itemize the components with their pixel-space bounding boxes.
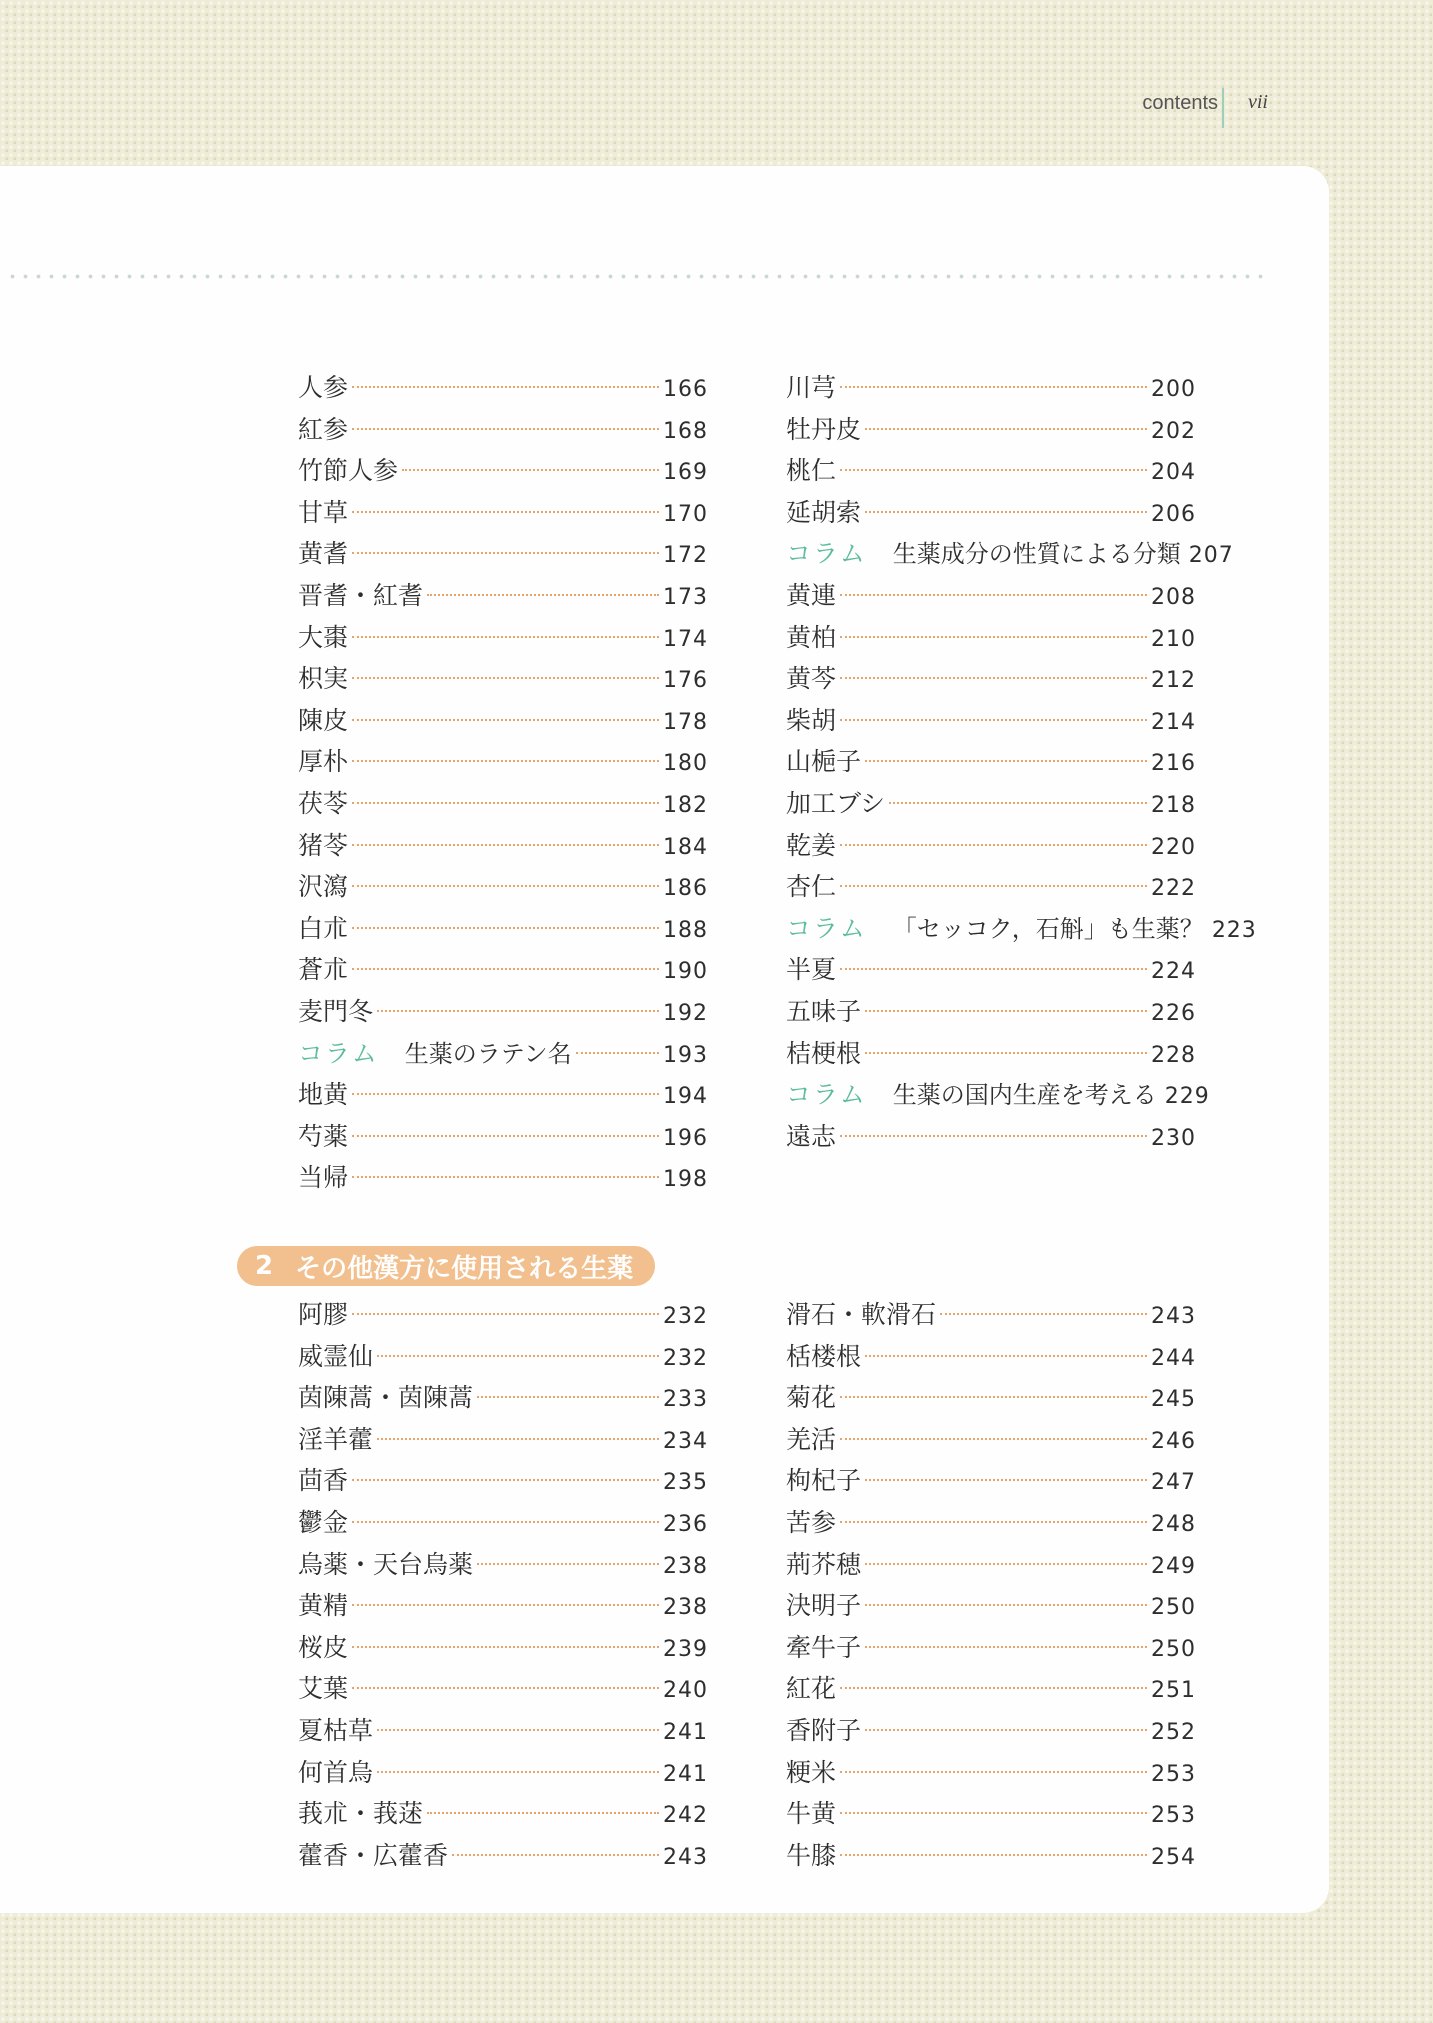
toc-entry[interactable] <box>298 1835 708 1877</box>
entry-page-number: 236 <box>663 1511 708 1537</box>
toc-section2-right-column <box>786 1294 1196 1876</box>
toc-entry[interactable] <box>786 1710 1196 1752</box>
entry-title: 杏仁 <box>786 872 837 902</box>
toc-entry[interactable] <box>298 533 708 575</box>
dot-leader <box>840 885 1147 887</box>
toc-entry[interactable] <box>298 1074 708 1116</box>
toc-entry[interactable] <box>298 741 708 783</box>
toc-entry[interactable] <box>786 1033 1196 1075</box>
toc-entry[interactable] <box>298 700 708 742</box>
toc-entry[interactable] <box>298 1460 708 1502</box>
dot-leader <box>840 1687 1147 1689</box>
dot-leader <box>352 677 659 679</box>
toc-entry[interactable] <box>298 1116 708 1158</box>
toc-entry[interactable] <box>786 1793 1196 1835</box>
page-number: vii <box>1248 91 1268 113</box>
toc-entry[interactable] <box>786 575 1196 617</box>
entry-page-number: 251 <box>1151 1678 1196 1704</box>
entry-title: 大棗 <box>298 622 349 652</box>
entry-title: 猪苓 <box>298 830 349 860</box>
entry-page-number: 238 <box>663 1595 708 1621</box>
dot-leader <box>477 1396 659 1398</box>
entry-title: 柴胡 <box>786 705 837 735</box>
toc-entry[interactable] <box>298 908 708 950</box>
entry-page-number: 170 <box>663 501 708 527</box>
entry-page-number: 188 <box>663 917 708 943</box>
entry-page-number: 243 <box>663 1844 708 1870</box>
dot-leader <box>840 386 1147 388</box>
entry-page-number: 214 <box>1151 709 1196 735</box>
entry-title: 地黄 <box>298 1080 349 1110</box>
entry-title: 山梔子 <box>786 747 862 777</box>
entry-page-number: 250 <box>1151 1595 1196 1621</box>
toc-entry[interactable] <box>786 700 1196 742</box>
entry-page-number: 244 <box>1151 1345 1196 1371</box>
dot-leader <box>352 1646 659 1648</box>
entry-page-number: 202 <box>1151 418 1196 444</box>
entry-title: 当帰 <box>298 1163 349 1193</box>
toc-entry[interactable] <box>786 450 1196 492</box>
entry-title: 栝楼根 <box>786 1341 862 1371</box>
entry-page-number: 249 <box>1151 1553 1196 1579</box>
entry-page-number: 234 <box>663 1428 708 1454</box>
dot-leader <box>352 719 659 721</box>
dot-leader <box>840 1812 1147 1814</box>
entry-page-number: 254 <box>1151 1844 1196 1870</box>
toc-entry[interactable] <box>786 1336 1196 1378</box>
dot-leader <box>865 1479 1147 1481</box>
toc-entry[interactable] <box>298 617 708 659</box>
entry-page-number: 200 <box>1151 377 1196 402</box>
toc-entry[interactable] <box>786 1377 1196 1419</box>
entry-page-number: 184 <box>663 834 708 860</box>
dot-leader <box>840 1438 1147 1440</box>
toc-entry[interactable] <box>298 1377 708 1419</box>
toc-entry[interactable] <box>298 1668 708 1710</box>
entry-page-number: 174 <box>663 626 708 652</box>
entry-title: 粳米 <box>786 1757 837 1787</box>
entry-page-number: 220 <box>1151 834 1196 860</box>
toc-entry[interactable] <box>298 1336 708 1378</box>
dot-leader <box>576 1052 659 1054</box>
entry-title: 夏枯草 <box>298 1715 374 1745</box>
entry-page-number: 172 <box>663 543 708 569</box>
dot-leader <box>402 469 659 471</box>
entry-title: 蒼朮 <box>298 955 349 985</box>
entry-page-number: 240 <box>663 1678 708 1704</box>
dot-leader <box>352 428 659 430</box>
entry-title: 人参 <box>298 373 349 402</box>
dot-leader <box>352 802 659 804</box>
toc-section2-left-column <box>298 1294 708 1876</box>
entry-page-number: 246 <box>1151 1428 1196 1454</box>
toc-part1-right-column <box>786 367 1257 1157</box>
dot-leader <box>352 760 659 762</box>
entry-page-number: 248 <box>1151 1511 1196 1537</box>
toc-entry[interactable] <box>298 1793 708 1835</box>
entry-page-number: 247 <box>1151 1470 1196 1496</box>
toc-entry[interactable] <box>298 1419 708 1461</box>
toc-part1-left-column <box>298 367 708 1199</box>
toc-entry[interactable] <box>786 783 1196 825</box>
toc-column-entry[interactable] <box>786 533 1234 575</box>
entry-page-number: 242 <box>663 1803 708 1829</box>
entry-title: 鬱金 <box>298 1507 349 1537</box>
entry-title: 白朮 <box>298 913 349 943</box>
toc-entry[interactable] <box>298 825 708 867</box>
toc-entry[interactable] <box>786 492 1196 534</box>
running-head-label: contents <box>1142 92 1218 114</box>
dot-leader <box>352 1521 659 1523</box>
entry-title: 陳皮 <box>298 705 349 735</box>
entry-page-number: 224 <box>1151 959 1196 985</box>
entry-title: 茵陳蒿・茵陳蒿 <box>298 1383 474 1413</box>
dot-leader <box>840 1771 1147 1773</box>
entry-page-number: 233 <box>663 1387 708 1413</box>
entry-page-number: 206 <box>1151 501 1196 527</box>
entry-title: 麦門冬 <box>298 996 374 1026</box>
toc-entry[interactable] <box>298 1544 708 1586</box>
toc-entry[interactable] <box>786 825 1196 867</box>
entry-title: 晋耆・紅耆 <box>298 580 424 610</box>
entry-title: 烏薬・天台烏薬 <box>298 1549 474 1579</box>
dot-leader <box>865 1355 1147 1357</box>
entry-page-number: 252 <box>1151 1719 1196 1745</box>
entry-title: 苦参 <box>786 1507 837 1537</box>
entry-title: 竹節人参 <box>298 456 399 486</box>
dot-leader <box>840 469 1147 471</box>
toc-entry[interactable] <box>786 367 1196 409</box>
entry-page-number: 212 <box>1151 668 1196 694</box>
entry-page-number: 230 <box>1151 1125 1196 1151</box>
toc-entry[interactable] <box>786 1668 1196 1710</box>
toc-entry[interactable] <box>298 492 708 534</box>
entry-title: 艾葉 <box>298 1674 349 1704</box>
entry-title: 香附子 <box>786 1715 862 1745</box>
entry-title: 菊花 <box>786 1383 837 1413</box>
entry-page-number: 208 <box>1151 584 1196 610</box>
dot-leader <box>840 968 1147 970</box>
entry-title: 藿香・広藿香 <box>298 1840 449 1870</box>
dot-leader <box>452 1854 659 1856</box>
entry-page-number: 243 <box>1151 1304 1196 1329</box>
dot-leader <box>865 1010 1147 1012</box>
toc-entry[interactable] <box>298 367 708 409</box>
entry-title: 黄精 <box>298 1591 349 1621</box>
entry-page-number: 226 <box>1151 1000 1196 1026</box>
dot-leader <box>865 1604 1147 1606</box>
dot-leader <box>352 1687 659 1689</box>
dot-leader <box>377 1010 659 1012</box>
entry-title: 荊芥穂 <box>786 1549 862 1579</box>
dot-leader <box>840 594 1147 596</box>
entry-title: 川芎 <box>786 373 837 402</box>
entry-page-number: 192 <box>663 1000 708 1026</box>
dot-leader <box>352 386 659 388</box>
entry-title: 黄耆 <box>298 539 349 569</box>
entry-page-number: 166 <box>663 377 708 402</box>
section-number: 2 <box>255 1251 274 1281</box>
toc-entry[interactable] <box>786 409 1196 451</box>
entry-title: 生薬の国内生産を考える <box>892 1081 1157 1110</box>
entry-title: 桜皮 <box>298 1632 349 1662</box>
entry-page-number: 239 <box>663 1636 708 1662</box>
entry-page-number: 210 <box>1151 626 1196 652</box>
entry-title: 何首烏 <box>298 1757 374 1787</box>
entry-page-number: 180 <box>663 751 708 777</box>
dot-leader <box>352 552 659 554</box>
dot-leader <box>840 1521 1147 1523</box>
toc-entry[interactable] <box>786 1835 1196 1877</box>
dot-leader <box>352 1093 659 1095</box>
entry-page-number: 253 <box>1151 1803 1196 1829</box>
toc-entry[interactable] <box>298 949 708 991</box>
column-tag: コラム <box>298 1038 379 1068</box>
entry-title: 生薬のラテン名 <box>404 1039 572 1068</box>
dot-leader <box>840 719 1147 721</box>
entry-page-number: 228 <box>1151 1042 1196 1068</box>
toc-entry[interactable] <box>298 866 708 908</box>
column-tag: コラム <box>786 539 867 569</box>
toc-entry[interactable] <box>298 575 708 617</box>
entry-title: 淫羊藿 <box>298 1424 374 1454</box>
column-tag: コラム <box>786 1080 867 1110</box>
entry-page-number: 204 <box>1151 460 1196 486</box>
dot-leader <box>940 1313 1147 1315</box>
entry-title: 甘草 <box>298 497 349 527</box>
entry-title: 莪朮・莪蒁 <box>298 1799 424 1829</box>
dot-leader <box>840 1854 1147 1856</box>
dot-leader <box>865 1729 1147 1731</box>
dot-leader <box>865 1646 1147 1648</box>
toc-entry[interactable] <box>786 1585 1196 1627</box>
entry-title: 牛黄 <box>786 1799 837 1829</box>
toc-entry[interactable] <box>786 617 1196 659</box>
dot-leader <box>352 511 659 513</box>
entry-page-number: 223 <box>1211 917 1257 943</box>
toc-entry[interactable] <box>298 1157 708 1199</box>
toc-entry[interactable] <box>298 783 708 825</box>
entry-page-number: 178 <box>663 709 708 735</box>
toc-entry[interactable] <box>786 1419 1196 1461</box>
dot-leader <box>840 1396 1147 1398</box>
entry-page-number: 216 <box>1151 751 1196 777</box>
decorative-dotted-rule <box>6 270 1266 284</box>
entry-page-number: 218 <box>1151 792 1196 818</box>
toc-entry[interactable] <box>298 1710 708 1752</box>
entry-title: 紅花 <box>786 1674 837 1704</box>
entry-page-number: 245 <box>1151 1387 1196 1413</box>
entry-title: 滑石・軟滑石 <box>786 1300 937 1329</box>
running-head-divider <box>1222 88 1224 128</box>
dot-leader <box>352 1135 659 1137</box>
entry-title: 枸杞子 <box>786 1466 862 1496</box>
entry-page-number: 250 <box>1151 1636 1196 1662</box>
column-tag: コラム <box>786 913 867 943</box>
entry-title: 厚朴 <box>298 747 349 777</box>
toc-entry[interactable] <box>298 1752 708 1794</box>
dot-leader <box>840 677 1147 679</box>
toc-entry[interactable] <box>786 1502 1196 1544</box>
dot-leader <box>377 1729 659 1731</box>
entry-title: 茯苓 <box>298 788 349 818</box>
entry-title: 枳実 <box>298 664 349 694</box>
entry-page-number: 176 <box>663 668 708 694</box>
entry-page-number: 186 <box>663 876 708 902</box>
toc-entry[interactable] <box>298 450 708 492</box>
dot-leader <box>352 844 659 846</box>
entry-title: 五味子 <box>786 996 862 1026</box>
section-title: その他漢方に使用される生薬 <box>295 1253 634 1284</box>
entry-page-number: 207 <box>1188 543 1234 569</box>
dot-leader <box>352 885 659 887</box>
entry-title: 牡丹皮 <box>786 414 862 444</box>
dot-leader <box>840 1135 1147 1137</box>
toc-entry[interactable] <box>298 1502 708 1544</box>
entry-title: 延胡索 <box>786 497 862 527</box>
entry-title: 黄柏 <box>786 622 837 652</box>
dot-leader <box>427 1812 659 1814</box>
entry-page-number: 196 <box>663 1125 708 1151</box>
entry-title: 桔梗根 <box>786 1038 862 1068</box>
toc-entry[interactable] <box>786 1752 1196 1794</box>
dot-leader <box>865 760 1147 762</box>
dot-leader <box>427 594 659 596</box>
entry-page-number: 168 <box>663 418 708 444</box>
entry-page-number: 229 <box>1164 1084 1210 1110</box>
dot-leader <box>352 927 659 929</box>
entry-page-number: 182 <box>663 792 708 818</box>
toc-entry[interactable] <box>786 658 1196 700</box>
running-head <box>1100 88 1280 128</box>
dot-leader <box>865 428 1147 430</box>
entry-title: 生薬成分の性質による分類 <box>892 540 1181 569</box>
entry-page-number: 253 <box>1151 1761 1196 1787</box>
toc-entry[interactable] <box>786 1116 1196 1158</box>
entry-title: 威霊仙 <box>298 1341 374 1371</box>
toc-entry[interactable] <box>786 1544 1196 1586</box>
toc-entry[interactable] <box>786 1294 1196 1336</box>
entry-page-number: 241 <box>663 1719 708 1745</box>
toc-entry[interactable] <box>786 866 1196 908</box>
entry-title: 桃仁 <box>786 456 837 486</box>
dot-leader <box>352 1604 659 1606</box>
dot-leader <box>840 636 1147 638</box>
dot-leader <box>840 844 1147 846</box>
toc-entry[interactable] <box>298 1585 708 1627</box>
entry-title: 黄連 <box>786 580 837 610</box>
entry-page-number: 238 <box>663 1553 708 1579</box>
entry-title: 茴香 <box>298 1466 349 1496</box>
toc-entry[interactable] <box>786 991 1196 1033</box>
toc-entry[interactable] <box>298 1294 708 1336</box>
toc-entry[interactable] <box>298 1627 708 1669</box>
entry-page-number: 222 <box>1151 876 1196 902</box>
entry-title: 乾姜 <box>786 830 837 860</box>
entry-title: 半夏 <box>786 955 837 985</box>
toc-entry[interactable] <box>786 949 1196 991</box>
dot-leader <box>865 1563 1147 1565</box>
entry-title: 「セッコク，石斛」も生薬？ <box>892 914 1204 943</box>
dot-leader <box>377 1771 659 1773</box>
dot-leader <box>377 1438 659 1440</box>
toc-entry[interactable] <box>298 658 708 700</box>
dot-leader <box>865 511 1147 513</box>
toc-entry[interactable] <box>786 741 1196 783</box>
entry-page-number: 232 <box>663 1345 708 1371</box>
entry-title: 沢瀉 <box>298 872 349 902</box>
entry-page-number: 173 <box>663 584 708 610</box>
entry-title: 羌活 <box>786 1424 837 1454</box>
entry-title: 牽牛子 <box>786 1632 862 1662</box>
toc-column-entry[interactable] <box>298 1033 708 1075</box>
toc-column-entry[interactable] <box>786 1074 1210 1116</box>
dot-leader <box>352 636 659 638</box>
entry-title: 加工ブシ <box>786 788 886 818</box>
toc-entry[interactable] <box>298 991 708 1033</box>
section-heading <box>237 1246 655 1286</box>
dot-leader <box>889 802 1147 804</box>
entry-page-number: 190 <box>663 959 708 985</box>
entry-page-number: 169 <box>663 460 708 486</box>
entry-title: 黄芩 <box>786 664 837 694</box>
toc-entry[interactable] <box>298 409 708 451</box>
entry-title: 決明子 <box>786 1591 862 1621</box>
dot-leader <box>865 1052 1147 1054</box>
toc-entry[interactable] <box>786 1627 1196 1669</box>
dot-leader <box>352 968 659 970</box>
toc-entry[interactable] <box>786 1460 1196 1502</box>
entry-page-number: 198 <box>663 1167 708 1193</box>
entry-page-number: 232 <box>663 1304 708 1329</box>
entry-title: 芍薬 <box>298 1121 349 1151</box>
toc-column-entry[interactable] <box>786 908 1257 950</box>
dot-leader <box>352 1313 659 1315</box>
entry-page-number: 235 <box>663 1470 708 1496</box>
entry-title: 紅参 <box>298 414 349 444</box>
entry-page-number: 241 <box>663 1761 708 1787</box>
dot-leader <box>477 1563 659 1565</box>
entry-title: 阿膠 <box>298 1300 349 1329</box>
dot-leader <box>352 1479 659 1481</box>
entry-page-number: 194 <box>663 1084 708 1110</box>
entry-page-number: 193 <box>663 1042 708 1068</box>
entry-title: 遠志 <box>786 1121 837 1151</box>
entry-title: 牛膝 <box>786 1840 837 1870</box>
dot-leader <box>377 1355 659 1357</box>
dot-leader <box>352 1176 659 1178</box>
